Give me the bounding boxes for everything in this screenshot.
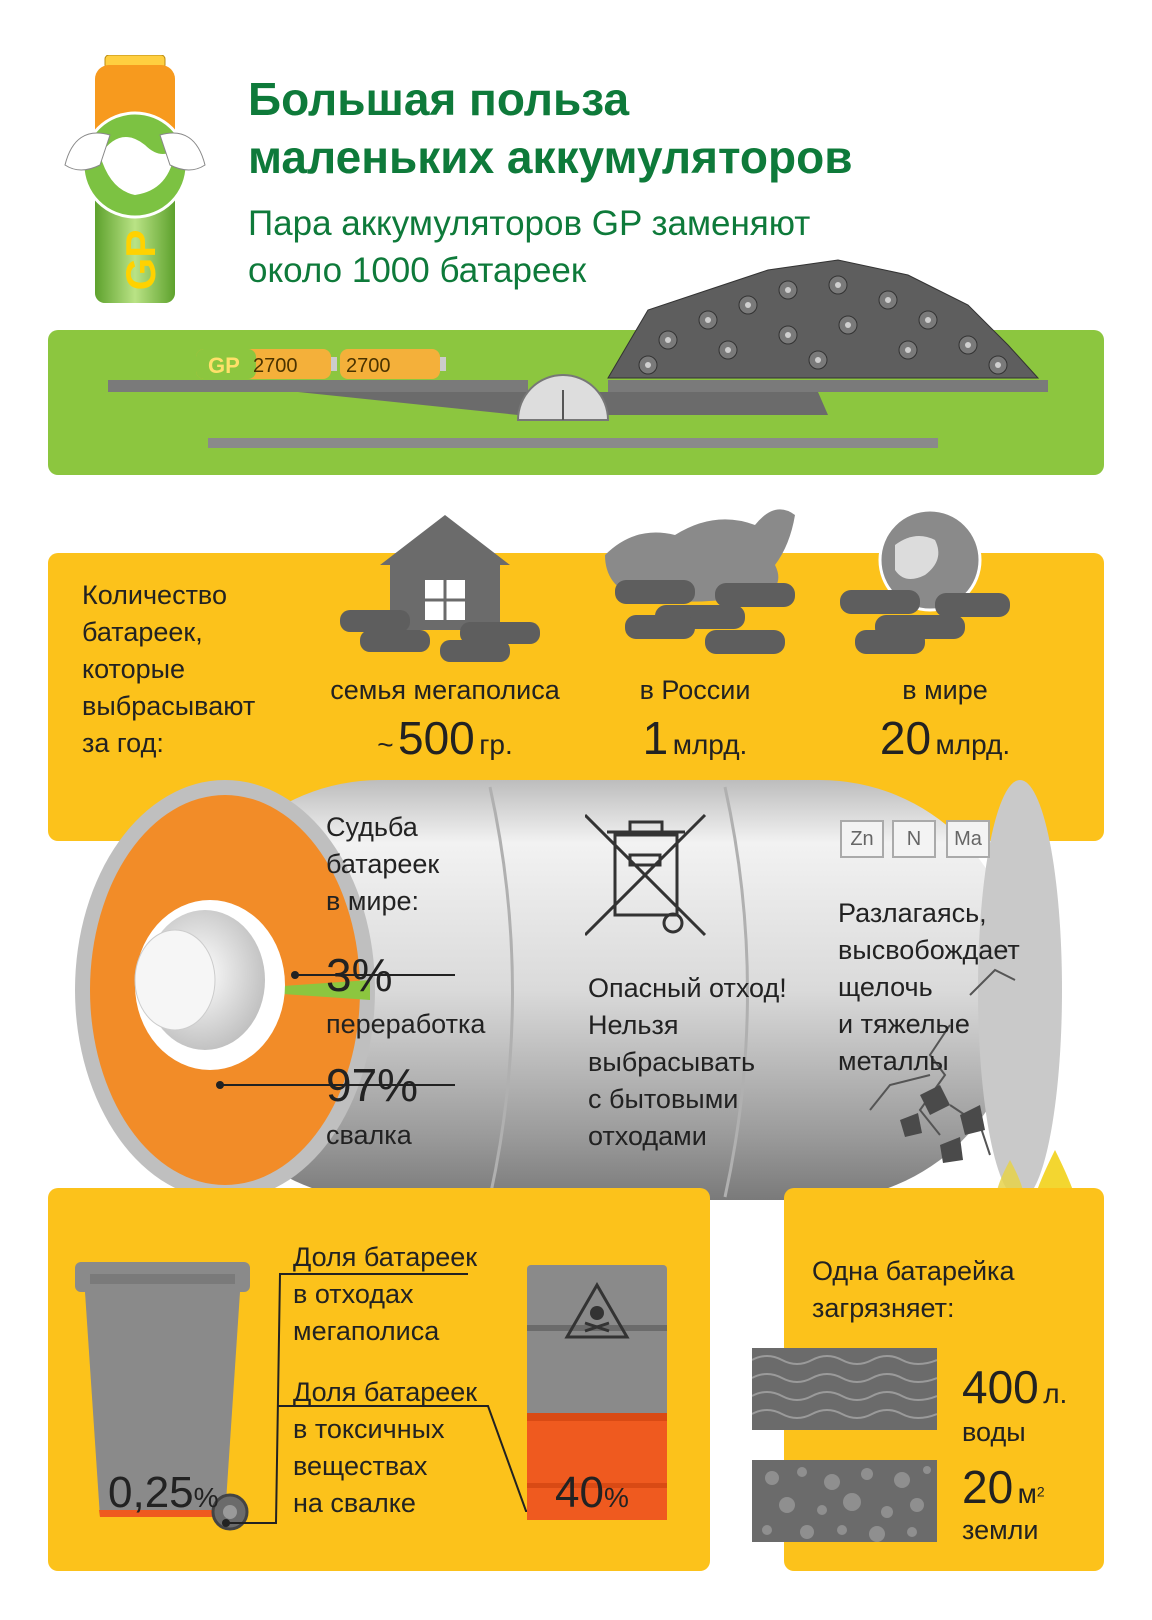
danger-line: с бытовыми — [588, 1084, 739, 1114]
landfill-label: свалка — [326, 1120, 412, 1150]
quantity-label-line: за год: — [82, 728, 164, 758]
decompose-text — [838, 895, 1020, 1080]
water-value — [962, 1360, 1067, 1414]
element-n: N — [892, 820, 936, 858]
quantity-item-unit: млрд. — [672, 729, 748, 760]
soil-icon — [752, 1460, 937, 1542]
quantity-item-label: семья мегаполиса — [330, 675, 560, 705]
crossed-out-bin-icon — [585, 810, 710, 940]
pollution-title-line: загрязняет: — [812, 1293, 955, 1323]
quantity-item-value: 500 — [398, 712, 475, 764]
element-ma: Ma — [946, 820, 990, 858]
toxic-label-line: в токсичных — [293, 1414, 445, 1444]
quantity-label-line: выбрасывают — [82, 691, 256, 721]
decompose-line: и тяжелые — [838, 1009, 970, 1039]
recycle-label: переработка — [326, 1009, 486, 1039]
quantity-item-label: в России — [639, 675, 751, 705]
bin-value-number: 0,25 — [108, 1468, 194, 1517]
quantity-item-russia — [590, 672, 800, 763]
toxic-label-line: Доля батареек — [293, 1377, 478, 1407]
fate-title-line: в мире: — [326, 886, 420, 916]
quantity-item-unit: млрд. — [935, 729, 1011, 760]
soil-value — [962, 1460, 1045, 1514]
battery-capacity-1: 2700 — [253, 355, 298, 377]
russia-map-batteries-icon — [595, 505, 815, 670]
danger-line: отходами — [588, 1121, 707, 1151]
fate-title — [326, 809, 439, 920]
barrel-value-unit: % — [603, 1482, 629, 1513]
battery-pile-icon — [608, 260, 1038, 378]
decompose-line: высвобождает — [838, 935, 1020, 965]
quantity-label-line: которые — [82, 654, 186, 684]
page-title — [248, 70, 853, 186]
globe-batteries-icon — [835, 505, 1015, 670]
quantity-item-family — [315, 672, 575, 763]
toxic-label-line: на свалке — [293, 1488, 416, 1518]
danger-line: Опасный отход! — [588, 973, 787, 1003]
barrel-value — [555, 1468, 629, 1518]
battery-icon — [340, 349, 446, 379]
landfill-percent: 97% — [326, 1059, 419, 1111]
quantity-item-prefix: ~ — [377, 729, 394, 760]
subtitle-line-1: Пара аккумуляторов GP заменяют — [248, 204, 811, 243]
danger-text — [588, 970, 787, 1155]
toxic-label-line: веществах — [293, 1451, 428, 1481]
scale-illustration — [48, 250, 1104, 475]
barrel-value-number: 40 — [555, 1468, 604, 1517]
decompose-line: металлы — [838, 1046, 949, 1076]
quantity-label-line: Количество — [82, 580, 227, 610]
water-waves-icon — [752, 1348, 937, 1430]
soil-value-number: 20 — [962, 1461, 1014, 1513]
title-line-2: маленьких аккумуляторов — [248, 131, 853, 183]
pollution-title-line: Одна батарейка — [812, 1256, 1015, 1286]
decompose-line: Разлагаясь, — [838, 898, 987, 928]
soil-label: земли — [962, 1515, 1039, 1545]
battery-icon — [196, 349, 337, 379]
quantity-item-value: 20 — [879, 712, 932, 764]
bin-label-line: в отходах — [293, 1279, 414, 1309]
quantity-label — [82, 577, 255, 762]
bin-value-unit: % — [193, 1482, 219, 1513]
quantity-item-world — [840, 672, 1050, 763]
house-with-batteries-icon — [340, 510, 550, 670]
danger-line: выбрасывать — [588, 1047, 756, 1077]
title-line-1: Большая польза — [248, 73, 630, 125]
quantity-item-label: в мире — [902, 675, 988, 705]
quantity-label-line: батареек, — [82, 617, 203, 647]
battery-capacity-2: 2700 — [346, 355, 391, 377]
element-zn: Zn — [840, 820, 884, 858]
decompose-line: щелочь — [838, 972, 933, 1002]
battery-brand: GP — [208, 353, 240, 378]
danger-line: Нельзя — [588, 1010, 679, 1040]
bin-label-line: Доля батареек — [293, 1242, 478, 1272]
subtitle-line-2: около 1000 батареек — [248, 251, 587, 290]
water-label: воды — [962, 1417, 1026, 1447]
fate-title-line: Судьба — [326, 812, 418, 842]
quantity-item-unit: гр. — [479, 729, 513, 760]
gp-logo-text: GP — [117, 229, 164, 291]
bin-label-line: мегаполиса — [293, 1316, 440, 1346]
water-value-number: 400 — [962, 1361, 1039, 1413]
water-value-unit: л. — [1043, 1378, 1068, 1409]
soil-value-unit-sup: 2 — [1036, 1483, 1045, 1500]
recycle-percent: 3% — [326, 949, 393, 1001]
fate-title-line: батареек — [326, 849, 440, 879]
pollution-title — [812, 1253, 1014, 1327]
quantity-item-value: 1 — [642, 712, 669, 764]
soil-value-unit: м — [1017, 1478, 1037, 1509]
